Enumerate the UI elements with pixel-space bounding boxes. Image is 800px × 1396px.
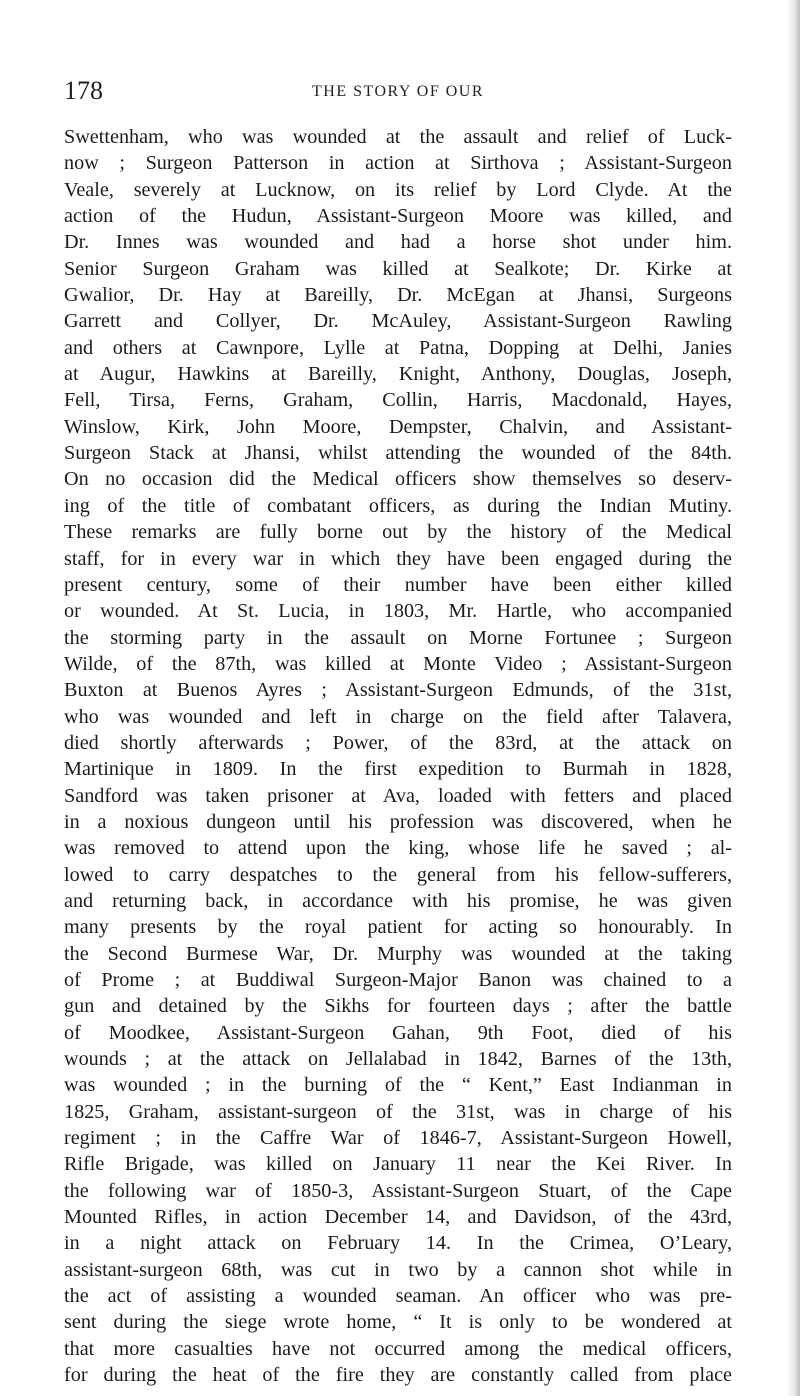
text-line: or wounded. At St. Lucia, in 1803, Mr. Hartle, who accompanied	[64, 600, 732, 623]
text-line: the following war of 1850-3, Assistant-Surgeon Stuart, of the Cape	[64, 1179, 732, 1202]
body-paragraph	[64, 124, 732, 1389]
text-line: Dr. Innes was wounded and had a horse shot under him.	[64, 231, 732, 254]
text-line: of Prome ; at Buddiwal Surgeon-Major Banon was chained to a	[64, 969, 732, 991]
running-title: THE STORY OF OUR	[311, 83, 485, 100]
text-line: regiment ; in the Caffre War of 1846-7, Assistant-Surgeon Howell,	[64, 1127, 732, 1150]
text-line: that more casualties have not occurred among the medical officers,	[64, 1337, 732, 1360]
text-line: Sandford was taken prisoner at Ava, loaded with fetters and placed	[64, 784, 732, 807]
text-line: in a noxious dungeon until his profession was discovered, when he	[64, 810, 732, 833]
text-line: many presents by the royal patient for acting so honourably. In	[64, 916, 732, 939]
text-line: was wounded ; in the burning of the “ Kent,” East Indianman in	[64, 1074, 732, 1097]
text-line: Rifle Brigade, was killed on January 11 near the Kei River. In	[64, 1153, 732, 1176]
text-line: in a night attack on February 14. In the Crimea, O’Leary,	[64, 1232, 732, 1255]
text-line: the Second Burmese War, Dr. Murphy was wounded at the taking	[64, 942, 732, 965]
text-line: Senior Surgeon Graham was killed at Sealkote; Dr. Kirke at	[64, 257, 732, 280]
text-line: These remarks are fully borne out by the history of the Medical	[64, 521, 732, 544]
text-line: Fell, Tirsa, Ferns, Graham, Collin, Harris, Macdonald, Hayes,	[64, 389, 732, 412]
text-line: Swettenham, who was wounded at the assault and relief of Luck-	[64, 126, 732, 148]
text-line: died shortly afterwards ; Power, of the 83rd, at the attack on	[64, 731, 732, 754]
page-header	[64, 76, 732, 106]
text-line: Wilde, of the 87th, was killed at Monte Video ; Assistant-Surgeon	[64, 652, 732, 675]
text-line: and returning back, in accordance with his promise, he was given	[64, 889, 732, 912]
text-line: Surgeon Stack at Jhansi, whilst attending the wounded of the 84th.	[64, 442, 732, 465]
text-line: the act of assisting a wounded seaman. An officer who was pre-	[64, 1285, 732, 1308]
text-line: Veale, severely at Lucknow, on its relief by Lord Clyde. At the	[64, 178, 732, 201]
text-line: of Moodkee, Assistant-Surgeon Gahan, 9th Foot, died of his	[64, 1021, 732, 1044]
text-line: ing of the title of combatant officers, as during the Indian Mutiny.	[64, 494, 732, 517]
page-number: 178	[64, 76, 103, 105]
text-line: who was wounded and left in charge on the field after Talavera,	[64, 705, 732, 728]
text-line: for during the heat of the fire they are constantly called from place	[64, 1364, 732, 1387]
text-line: was removed to attend upon the king, whose life he saved ; al-	[64, 837, 732, 860]
text-line: wounds ; at the attack on Jellalabad in 1842, Barnes of the 13th,	[64, 1048, 732, 1071]
text-line: Gwalior, Dr. Hay at Bareilly, Dr. McEgan at Jhansi, Surgeons	[64, 284, 732, 307]
text-line: action of the Hudun, Assistant-Surgeon Moore was killed, and	[64, 205, 732, 228]
text-line: at Augur, Hawkins at Bareilly, Knight, Anthony, Douglas, Joseph,	[64, 363, 732, 386]
text-line: gun and detained by the Sikhs for fourteen days ; after the battle	[64, 995, 732, 1018]
text-line: 1825, Graham, assistant-surgeon of the 31st, was in charge of his	[64, 1100, 732, 1123]
text-line: Winslow, Kirk, John Moore, Dempster, Chalvin, and Assistant-	[64, 415, 732, 438]
text-line: Martinique in 1809. In the first expedition to Burmah in 1828,	[64, 758, 732, 781]
text-line: Mounted Rifles, in action December 14, and Davidson, of the 43rd,	[64, 1206, 732, 1229]
text-line: Garrett and Collyer, Dr. McAuley, Assistant-Surgeon Rawling	[64, 310, 732, 333]
page-edge-shadow	[786, 0, 800, 1396]
text-line: sent during the siege wrote home, “ It is only to be wondered at	[64, 1311, 732, 1334]
text-line: lowed to carry despatches to the general from his fellow-sufferers,	[64, 863, 732, 886]
text-line: now ; Surgeon Patterson in action at Sirthova ; Assistant-Surgeon	[64, 152, 732, 175]
text-line: staff, for in every war in which they have been engaged during the	[64, 547, 732, 570]
text-line: On no occasion did the Medical officers show themselves so deserv-	[64, 468, 732, 491]
text-line: and others at Cawnpore, Lylle at Patna, Dopping at Delhi, Janies	[64, 336, 732, 359]
text-line: present century, some of their number have been either killed	[64, 573, 732, 596]
text-line: the storming party in the assault on Morne Fortunee ; Surgeon	[64, 626, 732, 649]
text-line: Buxton at Buenos Ayres ; Assistant-Surgeon Edmunds, of the 31st,	[64, 679, 732, 702]
text-line: assistant-surgeon 68th, was cut in two by a cannon shot while in	[64, 1258, 732, 1281]
